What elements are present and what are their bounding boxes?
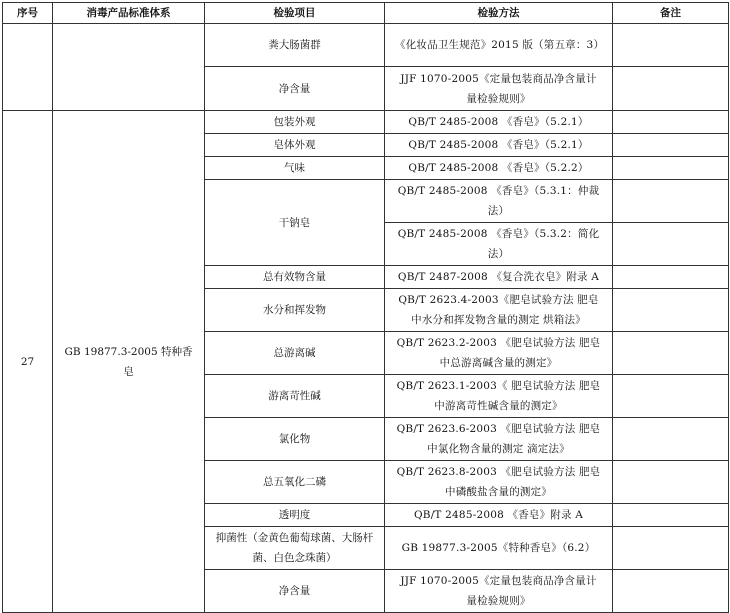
remark-cell xyxy=(613,570,729,613)
remark-cell xyxy=(613,111,729,134)
item-cell: 净含量 xyxy=(205,67,385,111)
item-cell: 粪大肠菌群 xyxy=(205,24,385,67)
remark-cell xyxy=(613,157,729,180)
method-cell: QB/T 2487-2008 《复合洗衣皂》附录 A xyxy=(385,266,613,289)
remark-cell xyxy=(613,180,729,223)
group-standard-cell: GB 19877.3-2005 特种香皂 xyxy=(53,111,205,613)
item-cell: 总五氧化二磷 xyxy=(205,461,385,504)
remark-cell xyxy=(613,289,729,332)
remark-cell xyxy=(613,223,729,266)
method-cell: QB/T 2485-2008 《香皂》（5.2.2） xyxy=(385,157,613,180)
remark-cell xyxy=(613,24,729,67)
remark-cell xyxy=(613,418,729,461)
method-cell: QB/T 2623.4-2003《肥皂试验方法 肥皂中水分和挥发物含量的测定 烘箱法》 xyxy=(385,289,613,332)
header-method: 检验方法 xyxy=(385,3,613,24)
method-cell: QB/T 2623.2-2003 《肥皂试验方法 肥皂中总游离碱含量的测定》 xyxy=(385,332,613,375)
item-cell: 游离苛性碱 xyxy=(205,375,385,418)
item-cell: 气味 xyxy=(205,157,385,180)
remark-cell xyxy=(613,527,729,570)
table-row xyxy=(3,24,729,67)
item-cell: 总有效物含量 xyxy=(205,266,385,289)
method-cell: QB/T 2485-2008 《香皂》（5.3.2：简化法） xyxy=(385,223,613,266)
item-cell: 水分和挥发物 xyxy=(205,289,385,332)
method-cell: JJF 1070-2005《定量包装商品净含量计量检验规则》 xyxy=(385,67,613,111)
method-cell: QB/T 2485-2008 《香皂》（5.3.1：仲裁法） xyxy=(385,180,613,223)
standards-table xyxy=(2,2,729,613)
item-cell: 抑菌性（金黄色葡萄球菌、大肠杆菌、白色念珠菌） xyxy=(205,527,385,570)
remark-cell xyxy=(613,266,729,289)
remark-cell xyxy=(613,504,729,527)
standard-cell-prev xyxy=(53,24,205,111)
header-remark: 备注 xyxy=(613,3,729,24)
item-cell: 净含量 xyxy=(205,570,385,613)
no-cell-prev xyxy=(3,24,53,111)
item-cell: 包装外观 xyxy=(205,111,385,134)
header-standard: 消毒产品标准体系 xyxy=(53,3,205,24)
method-cell: QB/T 2485-2008 《香皂》（5.2.1） xyxy=(385,134,613,157)
method-cell: JJF 1070-2005《定量包装商品净含量计量检验规则》 xyxy=(385,570,613,613)
remark-cell xyxy=(613,67,729,111)
method-cell: QB/T 2623.8-2003 《肥皂试验方法 肥皂中磷酸盐含量的测定》 xyxy=(385,461,613,504)
header-no: 序号 xyxy=(3,3,53,24)
header-row xyxy=(3,3,729,24)
remark-cell xyxy=(613,332,729,375)
remark-cell xyxy=(613,461,729,504)
method-cell: QB/T 2485-2008 《香皂》附录 A xyxy=(385,504,613,527)
group-no-cell: 27 xyxy=(3,111,53,613)
table-row xyxy=(3,111,729,134)
header-item: 检验项目 xyxy=(205,3,385,24)
item-cell: 皂体外观 xyxy=(205,134,385,157)
remark-cell xyxy=(613,134,729,157)
method-cell: QB/T 2623.1-2003《 肥皂试验方法 肥皂中游离苛性碱含量的测定》 xyxy=(385,375,613,418)
remark-cell xyxy=(613,375,729,418)
item-cell: 氯化物 xyxy=(205,418,385,461)
item-cell: 总游离碱 xyxy=(205,332,385,375)
method-cell: QB/T 2485-2008 《香皂》（5.2.1） xyxy=(385,111,613,134)
method-cell: QB/T 2623.6-2003 《肥皂试验方法 肥皂中氯化物含量的测定 滴定法》 xyxy=(385,418,613,461)
item-cell: 透明度 xyxy=(205,504,385,527)
method-cell: GB 19877.3-2005《特种香皂》（6.2） xyxy=(385,527,613,570)
method-cell: 《化妆品卫生规范》2015 版（第五章：3） xyxy=(385,24,613,67)
item-cell: 干钠皂 xyxy=(205,180,385,266)
